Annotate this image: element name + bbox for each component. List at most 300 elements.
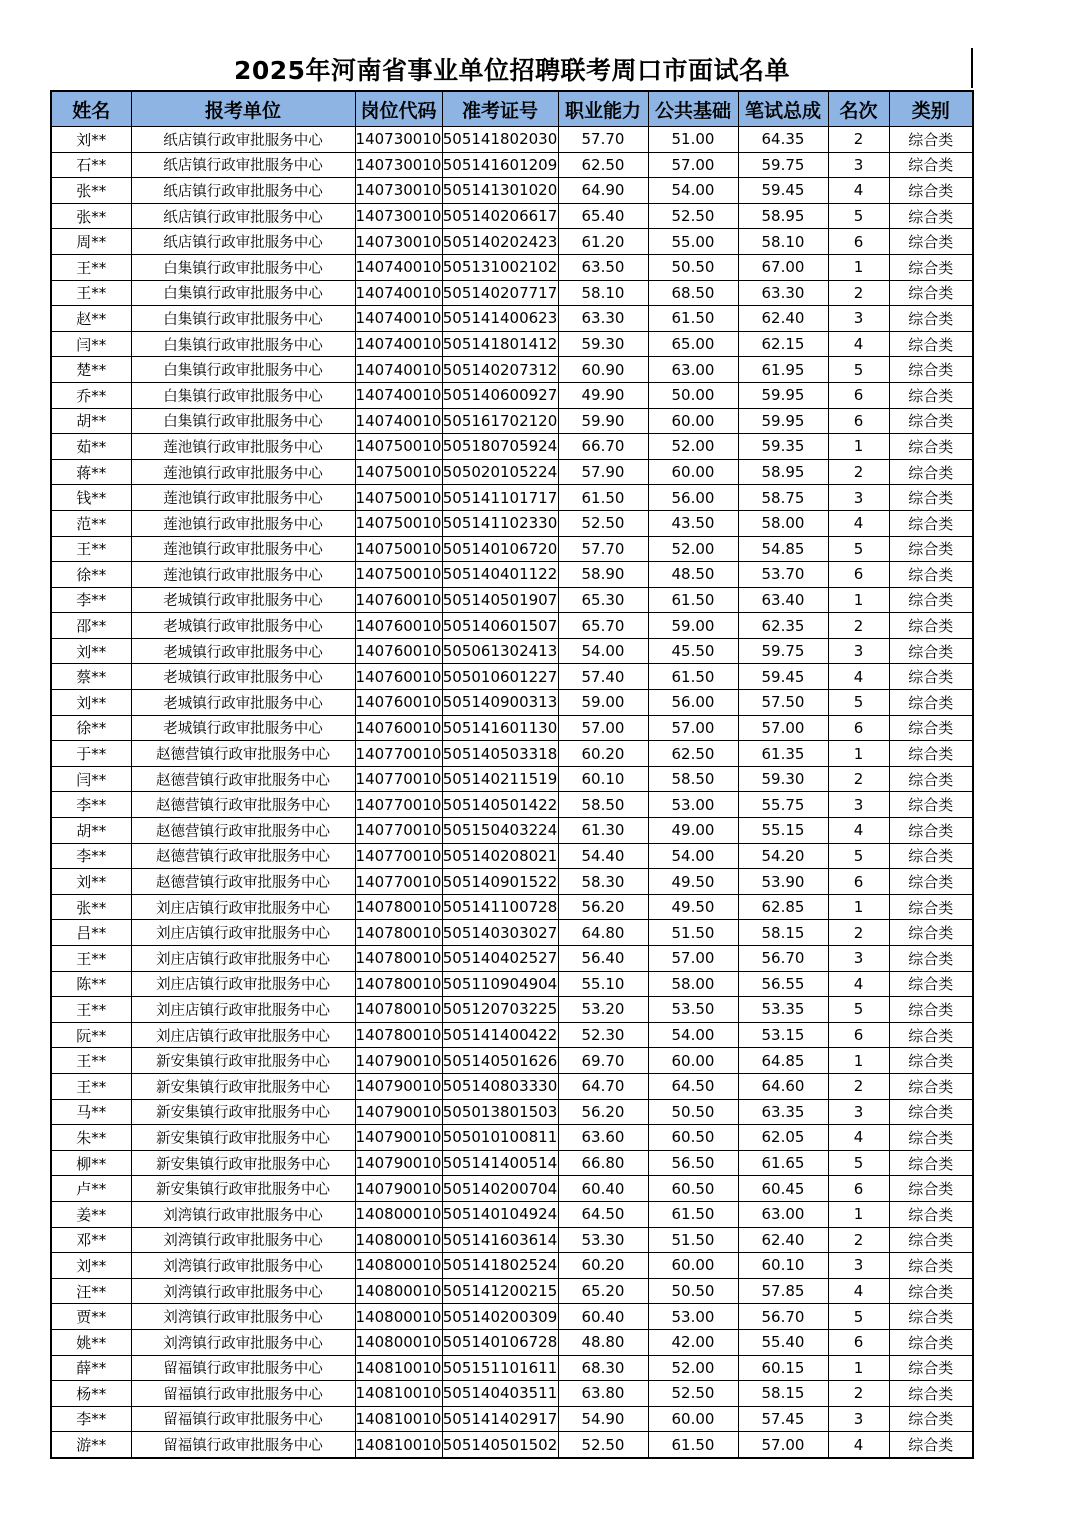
table-row — [51, 280, 973, 306]
basic-score-cell: 59.00 — [648, 613, 738, 639]
category-cell: 综合类 — [889, 306, 973, 332]
name-cell: 张** — [51, 203, 131, 229]
total-score-cell: 57.00 — [738, 1432, 828, 1458]
post-code-cell: 140780010 — [355, 946, 442, 972]
category-cell: 综合类 — [889, 408, 973, 434]
exam-id-cell: 505140803330 — [442, 1073, 558, 1099]
total-score-cell: 58.75 — [738, 485, 828, 511]
name-cell: 赵** — [51, 306, 131, 332]
exam-id-cell: 505110904904 — [442, 971, 558, 997]
table-row — [51, 715, 973, 741]
total-score-cell: 63.30 — [738, 280, 828, 306]
total-score-cell: 53.90 — [738, 869, 828, 895]
name-cell: 于** — [51, 741, 131, 767]
post-code-cell: 140800010 — [355, 1201, 442, 1227]
rank-cell: 6 — [828, 408, 889, 434]
ability-score-cell: 63.50 — [558, 254, 648, 280]
ability-score-cell: 60.20 — [558, 741, 648, 767]
ability-score-cell: 60.40 — [558, 1304, 648, 1330]
category-cell: 综合类 — [889, 254, 973, 280]
table-row — [51, 946, 973, 972]
basic-score-cell: 61.50 — [648, 587, 738, 613]
total-score-cell: 63.00 — [738, 1201, 828, 1227]
unit-cell: 刘庄店镇行政审批服务中心 — [131, 971, 355, 997]
post-code-cell: 140810010 — [355, 1432, 442, 1458]
table-row — [51, 1150, 973, 1176]
ability-score-cell: 48.80 — [558, 1329, 648, 1355]
unit-cell: 刘湾镇行政审批服务中心 — [131, 1329, 355, 1355]
post-code-cell: 140770010 — [355, 766, 442, 792]
exam-id-cell: 505141601209 — [442, 152, 558, 178]
name-cell: 李** — [51, 587, 131, 613]
post-code-cell: 140810010 — [355, 1406, 442, 1432]
post-code-cell: 140790010 — [355, 1048, 442, 1074]
exam-id-cell: 505180705924 — [442, 434, 558, 460]
name-cell: 汪** — [51, 1278, 131, 1304]
ability-score-cell: 57.40 — [558, 664, 648, 690]
ability-score-cell: 61.20 — [558, 229, 648, 255]
exam-id-cell: 505141100728 — [442, 894, 558, 920]
basic-score-cell: 52.50 — [648, 1381, 738, 1407]
post-code-cell: 140800010 — [355, 1253, 442, 1279]
basic-score-cell: 50.50 — [648, 1278, 738, 1304]
table-row — [51, 306, 973, 332]
basic-score-cell: 57.00 — [648, 946, 738, 972]
basic-score-cell: 53.00 — [648, 792, 738, 818]
basic-score-cell: 52.00 — [648, 434, 738, 460]
name-cell: 徐** — [51, 715, 131, 741]
unit-cell: 赵德营镇行政审批服务中心 — [131, 741, 355, 767]
category-cell: 综合类 — [889, 1176, 973, 1202]
exam-id-cell: 505140200704 — [442, 1176, 558, 1202]
category-cell: 综合类 — [889, 1432, 973, 1458]
ability-score-cell: 60.10 — [558, 766, 648, 792]
rank-cell: 5 — [828, 1150, 889, 1176]
unit-cell: 新安集镇行政审批服务中心 — [131, 1073, 355, 1099]
ability-score-cell: 64.50 — [558, 1201, 648, 1227]
table-row — [51, 638, 973, 664]
column-header: 职业能力 — [558, 91, 648, 127]
total-score-cell: 59.95 — [738, 382, 828, 408]
rank-cell: 6 — [828, 1176, 889, 1202]
post-code-cell: 140800010 — [355, 1329, 442, 1355]
basic-score-cell: 60.50 — [648, 1125, 738, 1151]
table-row — [51, 741, 973, 767]
table-row — [51, 818, 973, 844]
category-cell: 综合类 — [889, 997, 973, 1023]
table-row — [51, 587, 973, 613]
post-code-cell: 140740010 — [355, 382, 442, 408]
table-row — [51, 408, 973, 434]
rank-cell: 3 — [828, 638, 889, 664]
table-row — [51, 1022, 973, 1048]
category-cell: 综合类 — [889, 510, 973, 536]
interview-table — [50, 90, 974, 1459]
category-cell: 综合类 — [889, 971, 973, 997]
ability-score-cell: 58.10 — [558, 280, 648, 306]
rank-cell: 5 — [828, 843, 889, 869]
rank-cell: 5 — [828, 997, 889, 1023]
basic-score-cell: 50.50 — [648, 254, 738, 280]
total-score-cell: 53.15 — [738, 1022, 828, 1048]
ability-score-cell: 69.70 — [558, 1048, 648, 1074]
exam-id-cell: 505140207312 — [442, 357, 558, 383]
total-score-cell: 55.15 — [738, 818, 828, 844]
post-code-cell: 140790010 — [355, 1073, 442, 1099]
exam-id-cell: 505120703225 — [442, 997, 558, 1023]
ability-score-cell: 57.70 — [558, 127, 648, 153]
post-code-cell: 140780010 — [355, 920, 442, 946]
name-cell: 李** — [51, 843, 131, 869]
table-row — [51, 613, 973, 639]
rank-cell: 6 — [828, 229, 889, 255]
total-score-cell: 62.40 — [738, 306, 828, 332]
unit-cell: 老城镇行政审批服务中心 — [131, 690, 355, 716]
post-code-cell: 140760010 — [355, 715, 442, 741]
ability-score-cell: 64.80 — [558, 920, 648, 946]
sheet — [50, 50, 974, 1459]
category-cell: 综合类 — [889, 280, 973, 306]
table-row — [51, 664, 973, 690]
unit-cell: 老城镇行政审批服务中心 — [131, 587, 355, 613]
rank-cell: 4 — [828, 971, 889, 997]
name-cell: 杨** — [51, 1381, 131, 1407]
category-cell: 综合类 — [889, 536, 973, 562]
exam-id-cell: 505140402527 — [442, 946, 558, 972]
rank-cell: 1 — [828, 894, 889, 920]
basic-score-cell: 61.50 — [648, 1201, 738, 1227]
basic-score-cell: 60.00 — [648, 1406, 738, 1432]
table-row — [51, 1253, 973, 1279]
unit-cell: 莲池镇行政审批服务中心 — [131, 510, 355, 536]
exam-id-cell: 505151101611 — [442, 1355, 558, 1381]
exam-id-cell: 505010601227 — [442, 664, 558, 690]
category-cell: 综合类 — [889, 1406, 973, 1432]
ability-score-cell: 60.20 — [558, 1253, 648, 1279]
post-code-cell: 140770010 — [355, 741, 442, 767]
name-cell: 游** — [51, 1432, 131, 1458]
post-code-cell: 140760010 — [355, 638, 442, 664]
post-code-cell: 140750010 — [355, 536, 442, 562]
total-score-cell: 54.20 — [738, 843, 828, 869]
rank-cell: 3 — [828, 1406, 889, 1432]
basic-score-cell: 61.50 — [648, 664, 738, 690]
rank-cell: 1 — [828, 434, 889, 460]
ability-score-cell: 65.30 — [558, 587, 648, 613]
table-row — [51, 1304, 973, 1330]
post-code-cell: 140740010 — [355, 280, 442, 306]
total-score-cell: 60.10 — [738, 1253, 828, 1279]
ability-score-cell: 57.70 — [558, 536, 648, 562]
post-code-cell: 140760010 — [355, 690, 442, 716]
category-cell: 综合类 — [889, 1329, 973, 1355]
ability-score-cell: 49.90 — [558, 382, 648, 408]
ability-score-cell: 65.40 — [558, 203, 648, 229]
total-score-cell: 58.00 — [738, 510, 828, 536]
basic-score-cell: 68.50 — [648, 280, 738, 306]
total-score-cell: 60.15 — [738, 1355, 828, 1381]
ability-score-cell: 55.10 — [558, 971, 648, 997]
post-code-cell: 140780010 — [355, 894, 442, 920]
category-cell: 综合类 — [889, 894, 973, 920]
category-cell: 综合类 — [889, 766, 973, 792]
unit-cell: 老城镇行政审批服务中心 — [131, 715, 355, 741]
rank-cell: 4 — [828, 178, 889, 204]
unit-cell: 赵德营镇行政审批服务中心 — [131, 869, 355, 895]
name-cell: 钱** — [51, 485, 131, 511]
post-code-cell: 140800010 — [355, 1304, 442, 1330]
table-row — [51, 1227, 973, 1253]
post-code-cell: 140740010 — [355, 357, 442, 383]
total-score-cell: 59.75 — [738, 152, 828, 178]
category-cell: 综合类 — [889, 1150, 973, 1176]
total-score-cell: 58.95 — [738, 203, 828, 229]
category-cell: 综合类 — [889, 1381, 973, 1407]
ability-score-cell: 59.90 — [558, 408, 648, 434]
unit-cell: 刘湾镇行政审批服务中心 — [131, 1278, 355, 1304]
table-row — [51, 920, 973, 946]
name-cell: 王** — [51, 536, 131, 562]
post-code-cell: 140810010 — [355, 1381, 442, 1407]
name-cell: 马** — [51, 1099, 131, 1125]
basic-score-cell: 49.00 — [648, 818, 738, 844]
name-cell: 刘** — [51, 690, 131, 716]
name-cell: 蒋** — [51, 459, 131, 485]
total-score-cell: 57.50 — [738, 690, 828, 716]
unit-cell: 老城镇行政审批服务中心 — [131, 638, 355, 664]
name-cell: 王** — [51, 1073, 131, 1099]
rank-cell: 4 — [828, 510, 889, 536]
basic-score-cell: 54.00 — [648, 178, 738, 204]
post-code-cell: 140780010 — [355, 1022, 442, 1048]
exam-id-cell: 505131002102 — [442, 254, 558, 280]
post-code-cell: 140780010 — [355, 997, 442, 1023]
rank-cell: 1 — [828, 1201, 889, 1227]
rank-cell: 3 — [828, 485, 889, 511]
total-score-cell: 56.70 — [738, 946, 828, 972]
name-cell: 胡** — [51, 408, 131, 434]
unit-cell: 新安集镇行政审批服务中心 — [131, 1099, 355, 1125]
category-cell: 综合类 — [889, 920, 973, 946]
basic-score-cell: 45.50 — [648, 638, 738, 664]
ability-score-cell: 59.00 — [558, 690, 648, 716]
total-score-cell: 64.85 — [738, 1048, 828, 1074]
rank-cell: 2 — [828, 613, 889, 639]
total-score-cell: 58.15 — [738, 920, 828, 946]
rank-cell: 2 — [828, 459, 889, 485]
total-score-cell: 58.15 — [738, 1381, 828, 1407]
post-code-cell: 140760010 — [355, 664, 442, 690]
ability-score-cell: 58.50 — [558, 792, 648, 818]
table-row — [51, 357, 973, 383]
name-cell: 蔡** — [51, 664, 131, 690]
post-code-cell: 140750010 — [355, 459, 442, 485]
category-cell: 综合类 — [889, 1022, 973, 1048]
rank-cell: 2 — [828, 280, 889, 306]
unit-cell: 刘庄店镇行政审批服务中心 — [131, 1022, 355, 1048]
unit-cell: 纸店镇行政审批服务中心 — [131, 178, 355, 204]
unit-cell: 老城镇行政审批服务中心 — [131, 664, 355, 690]
name-cell: 柳** — [51, 1150, 131, 1176]
unit-cell: 纸店镇行政审批服务中心 — [131, 152, 355, 178]
exam-id-cell: 505141802524 — [442, 1253, 558, 1279]
name-cell: 卢** — [51, 1176, 131, 1202]
rank-cell: 4 — [828, 331, 889, 357]
total-score-cell: 59.75 — [738, 638, 828, 664]
exam-id-cell: 505140200309 — [442, 1304, 558, 1330]
rank-cell: 6 — [828, 869, 889, 895]
exam-id-cell: 505140202423 — [442, 229, 558, 255]
post-code-cell: 140730010 — [355, 203, 442, 229]
category-cell: 综合类 — [889, 664, 973, 690]
name-cell: 陈** — [51, 971, 131, 997]
table-row — [51, 459, 973, 485]
ability-score-cell: 66.80 — [558, 1150, 648, 1176]
table-row — [51, 562, 973, 588]
table-row — [51, 1201, 973, 1227]
unit-cell: 刘庄店镇行政审批服务中心 — [131, 997, 355, 1023]
category-cell: 综合类 — [889, 638, 973, 664]
exam-id-cell: 505140503318 — [442, 741, 558, 767]
basic-score-cell: 58.50 — [648, 766, 738, 792]
name-cell: 王** — [51, 1048, 131, 1074]
category-cell: 综合类 — [889, 1355, 973, 1381]
exam-id-cell: 505140501907 — [442, 587, 558, 613]
ability-score-cell: 59.30 — [558, 331, 648, 357]
basic-score-cell: 49.50 — [648, 894, 738, 920]
exam-id-cell: 505140208021 — [442, 843, 558, 869]
exam-id-cell: 505140601507 — [442, 613, 558, 639]
unit-cell: 刘庄店镇行政审批服务中心 — [131, 894, 355, 920]
exam-id-cell: 505141601130 — [442, 715, 558, 741]
post-code-cell: 140730010 — [355, 229, 442, 255]
rank-cell: 2 — [828, 766, 889, 792]
unit-cell: 白集镇行政审批服务中心 — [131, 382, 355, 408]
category-cell: 综合类 — [889, 715, 973, 741]
rank-cell: 1 — [828, 254, 889, 280]
unit-cell: 刘庄店镇行政审批服务中心 — [131, 920, 355, 946]
basic-score-cell: 60.00 — [648, 1048, 738, 1074]
name-cell: 张** — [51, 178, 131, 204]
category-cell: 综合类 — [889, 127, 973, 153]
unit-cell: 留福镇行政审批服务中心 — [131, 1432, 355, 1458]
total-score-cell: 63.40 — [738, 587, 828, 613]
post-code-cell: 140740010 — [355, 408, 442, 434]
column-header: 报考单位 — [131, 91, 355, 127]
basic-score-cell: 53.00 — [648, 1304, 738, 1330]
post-code-cell: 140730010 — [355, 127, 442, 153]
total-score-cell: 58.10 — [738, 229, 828, 255]
post-code-cell: 140790010 — [355, 1176, 442, 1202]
name-cell: 李** — [51, 1406, 131, 1432]
column-header: 类别 — [889, 91, 973, 127]
ability-score-cell: 57.90 — [558, 459, 648, 485]
category-cell: 综合类 — [889, 1227, 973, 1253]
exam-id-cell: 505140104924 — [442, 1201, 558, 1227]
table-row — [51, 869, 973, 895]
table-row — [51, 1432, 973, 1458]
ability-score-cell: 58.90 — [558, 562, 648, 588]
name-cell: 闫** — [51, 766, 131, 792]
table-row — [51, 1355, 973, 1381]
category-cell: 综合类 — [889, 587, 973, 613]
rank-cell: 6 — [828, 715, 889, 741]
basic-score-cell: 53.50 — [648, 997, 738, 1023]
category-cell: 综合类 — [889, 1278, 973, 1304]
post-code-cell: 140740010 — [355, 254, 442, 280]
ability-score-cell: 58.30 — [558, 869, 648, 895]
rank-cell: 3 — [828, 306, 889, 332]
total-score-cell: 59.35 — [738, 434, 828, 460]
exam-id-cell: 505141101717 — [442, 485, 558, 511]
total-score-cell: 59.95 — [738, 408, 828, 434]
post-code-cell: 140780010 — [355, 971, 442, 997]
rank-cell: 2 — [828, 1381, 889, 1407]
rank-cell: 3 — [828, 152, 889, 178]
unit-cell: 赵德营镇行政审批服务中心 — [131, 766, 355, 792]
exam-id-cell: 505140206617 — [442, 203, 558, 229]
table-body — [51, 127, 973, 1458]
post-code-cell: 140730010 — [355, 152, 442, 178]
table-row — [51, 971, 973, 997]
exam-id-cell: 505010100811 — [442, 1125, 558, 1151]
category-cell: 综合类 — [889, 1099, 973, 1125]
exam-id-cell: 505140303027 — [442, 920, 558, 946]
table-row — [51, 1329, 973, 1355]
rank-cell: 5 — [828, 1304, 889, 1330]
exam-id-cell: 505141102330 — [442, 510, 558, 536]
basic-score-cell: 56.00 — [648, 485, 738, 511]
ability-score-cell: 63.60 — [558, 1125, 648, 1151]
table-row — [51, 382, 973, 408]
table-row — [51, 203, 973, 229]
unit-cell: 留福镇行政审批服务中心 — [131, 1381, 355, 1407]
category-cell: 综合类 — [889, 1073, 973, 1099]
post-code-cell: 140750010 — [355, 510, 442, 536]
exam-id-cell: 505141200215 — [442, 1278, 558, 1304]
unit-cell: 纸店镇行政审批服务中心 — [131, 127, 355, 153]
basic-score-cell: 55.00 — [648, 229, 738, 255]
post-code-cell: 140810010 — [355, 1355, 442, 1381]
basic-score-cell: 48.50 — [648, 562, 738, 588]
exam-id-cell: 505140501626 — [442, 1048, 558, 1074]
name-cell: 王** — [51, 254, 131, 280]
category-cell: 综合类 — [889, 434, 973, 460]
basic-score-cell: 60.00 — [648, 459, 738, 485]
ability-score-cell: 53.20 — [558, 997, 648, 1023]
rank-cell: 1 — [828, 1355, 889, 1381]
name-cell: 胡** — [51, 818, 131, 844]
rank-cell: 1 — [828, 741, 889, 767]
total-score-cell: 62.35 — [738, 613, 828, 639]
basic-score-cell: 57.00 — [648, 715, 738, 741]
unit-cell: 刘湾镇行政审批服务中心 — [131, 1304, 355, 1330]
total-score-cell: 59.45 — [738, 664, 828, 690]
total-score-cell: 61.65 — [738, 1150, 828, 1176]
table-row — [51, 894, 973, 920]
table-row — [51, 1099, 973, 1125]
post-code-cell: 140760010 — [355, 613, 442, 639]
exam-id-cell: 505141603614 — [442, 1227, 558, 1253]
category-cell: 综合类 — [889, 613, 973, 639]
rank-cell: 5 — [828, 203, 889, 229]
unit-cell: 白集镇行政审批服务中心 — [131, 280, 355, 306]
exam-id-cell: 505020105224 — [442, 459, 558, 485]
ability-score-cell: 60.90 — [558, 357, 648, 383]
total-score-cell: 55.40 — [738, 1329, 828, 1355]
ability-score-cell: 64.90 — [558, 178, 648, 204]
basic-score-cell: 64.50 — [648, 1073, 738, 1099]
